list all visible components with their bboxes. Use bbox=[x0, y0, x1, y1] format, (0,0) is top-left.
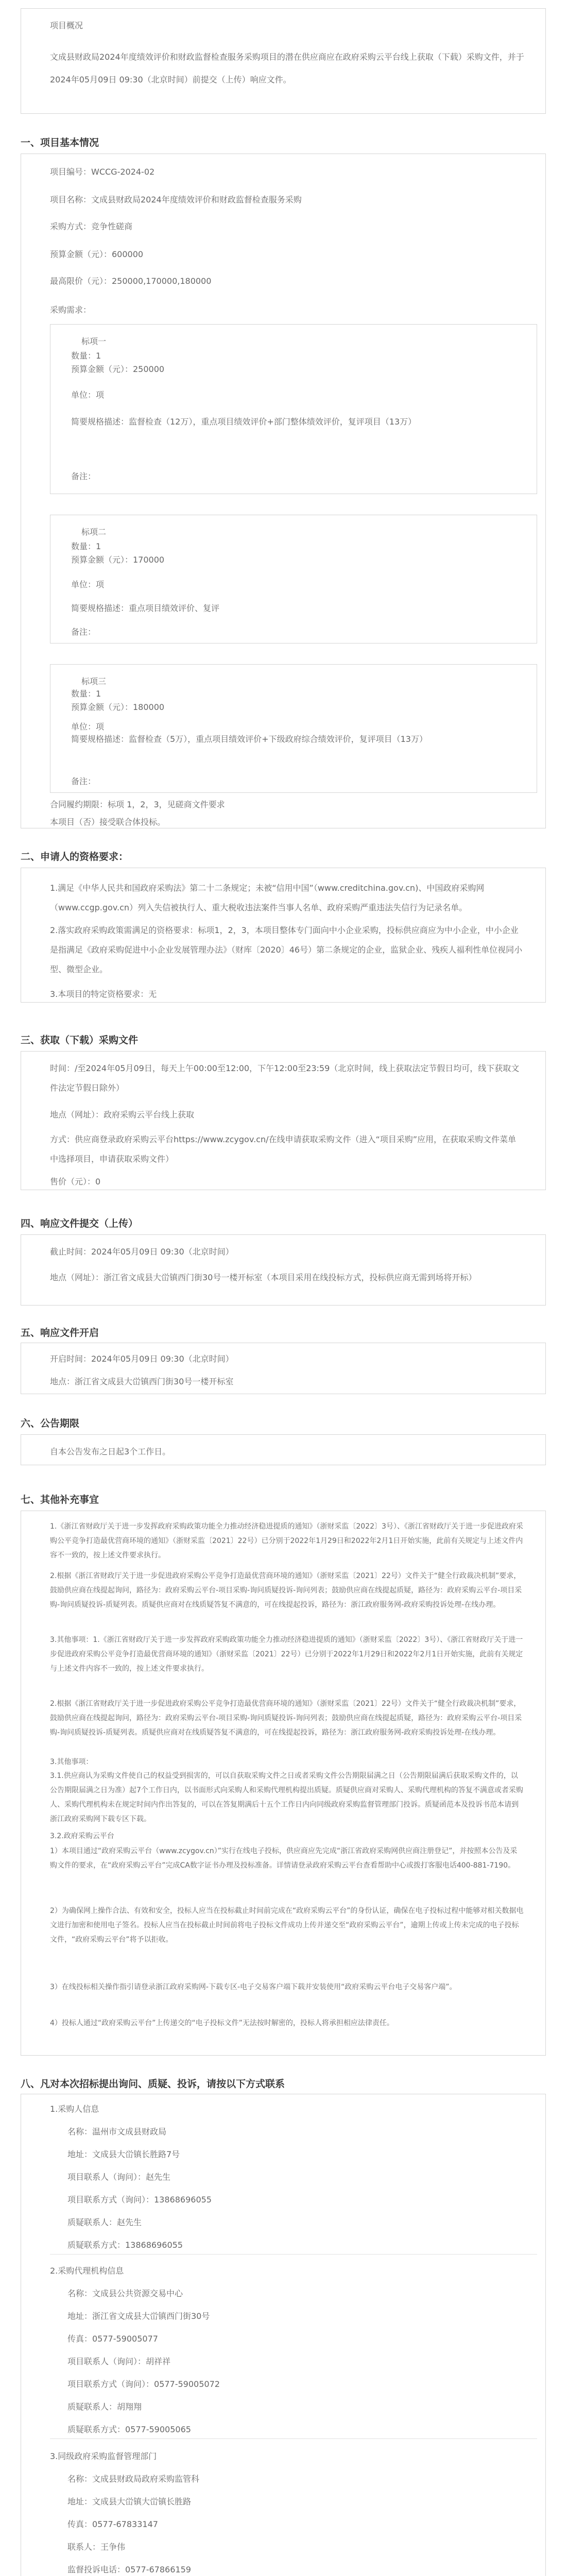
qualification-1: 1.满足《中华人民共和国政府采购法》第二十二条规定；未被“信用中国”（www.creditchina.gov.cn)、中国政府采购网（www.ccgp.gov.cn）列入失信被执行人、重大税收违法案件当事人名单、政府采购严重违法失信行为记录名单。 bbox=[50, 883, 485, 912]
submission-place: 地点（网址）：浙江省文成县大峃镇西门街30号一楼开标室（本项目采用在线投标方式，投标供应商无需到场将开标） bbox=[50, 1273, 477, 1282]
gov-contact: 联系人：王争伟 bbox=[67, 2542, 126, 2552]
section-1-box bbox=[21, 154, 546, 828]
document-price: 售价（元）：0 bbox=[50, 1177, 101, 1187]
overview-title: 项目概况 bbox=[50, 21, 83, 30]
lot-3-qty: 数量：1 bbox=[71, 689, 101, 699]
lot-2-budget: 预算金额（元）：170000 bbox=[71, 555, 165, 565]
section-4-title: 四、响应文件提交（上传） bbox=[21, 1218, 139, 1229]
supplement-7: 3.2.政府采购云平台 bbox=[50, 1832, 114, 1840]
buyer-title: 1.采购人信息 bbox=[50, 2104, 99, 2114]
lot-1-unit: 单位：项 bbox=[71, 390, 105, 400]
gov-complaint-phone: 监督投诉电话：0577-67866159 bbox=[67, 2565, 191, 2574]
agency-objection-contact: 质疑联系人：胡翔翔 bbox=[67, 2402, 142, 2412]
supplement-5: 3.其他事项： bbox=[50, 1758, 93, 1766]
supplement-1: 1.《浙江省财政厅关于进一步发挥政府采购政策功能全力推动经济稳进提质的通知》（浙财采监〔2022〕3号）、《浙江省财政厅关于进一步促进政府采购公平竞争打造最优营商环境的通知》（浙财采监〔2021〕22号）已分别于2022年1月29日和2022年2月1日开始实施，此前有关规定与上述文件内容不一致的，按上述文件要求执行。 bbox=[50, 1522, 523, 1560]
buyer-objection-contact: 质疑联系人：赵先生 bbox=[67, 2217, 142, 2227]
section-2-title: 二、申请人的资格要求： bbox=[21, 851, 129, 862]
section-3-title: 三、获取（下载）采购文件 bbox=[21, 1035, 139, 1046]
download-time: 时间：/至2024年05月09日，每天上午00:00至12:00，下午12:00至23:59（北京时间，线上获取法定节假日均可，线下获取文件法定节假日除外） bbox=[50, 1063, 520, 1093]
buyer-name: 名称：温州市文成县财政局 bbox=[67, 2127, 167, 2137]
buyer-contact-phone: 项目联系方式（询问）：13868696055 bbox=[67, 2195, 212, 2205]
lot-3-unit: 单位：项 bbox=[71, 722, 105, 732]
submission-deadline: 截止时间：2024年05月09日 09:30（北京时间） bbox=[50, 1247, 234, 1257]
lot-2-spec: 简要规格描述：重点项目绩效评价、复评 bbox=[71, 603, 220, 613]
opening-place: 地点：浙江省文成县大峃镇西门街30号一楼开标室 bbox=[50, 1377, 234, 1386]
supplement-8: 1）本项目通过“政府采购云平台（www.zcygov.cn）”实行在线电子投标，供应商应先完成“浙江省政府采购网供应商注册登记”，并按照本公告及采购文件的要求，在“政府采购云平台”完成CA数字证书办理及投标准备。详情请登录政府采购云平台查看帮助中心或拨打客服电话400-881-7190。 bbox=[50, 1847, 518, 1870]
download-method: 方式：供应商登录政府采购云平台https://www.zcygov.cn/在线申请获取采购文件（进入“项目采购”应用，在获取采购文件菜单中选择项目，申请获取采购文件） bbox=[50, 1134, 517, 1164]
lot-3-spec: 简要规格描述：监督检查（5万），重点项目绩效评价+下级政府综合绩效评价，复评项目（13万） bbox=[71, 734, 427, 744]
overview-text: 文成县财政局2024年度绩效评价和财政监督检查服务采购项目的潜在供应商应在政府采购云平台线上获取（下载）采购文件，并于2024年05月09日 09:30（北京时间）前提交（上传）响应文件。 bbox=[50, 52, 524, 84]
supplement-3: 3.其他事项：1.《浙江省财政厅关于进一步发挥政府采购政策功能全力推动经济稳进提质的通知》（浙财采监〔2022〕3号）、《浙江省财政厅关于进一步促进政府采购公平竞争打造最优营商环境的通知》（浙财采监〔2021〕22号）已分别于2022年1月29日和2022年2月1日开始实施，此前有关规定与上述文件内容不一致的，按上述文件要求执行。 bbox=[50, 1636, 523, 1673]
divider bbox=[50, 2254, 537, 2255]
lot-2-box bbox=[50, 515, 537, 643]
agency-name: 名称：文成县公共资源交易中心 bbox=[67, 2289, 183, 2298]
qualification-2: 2.落实政府采购政策需满足的资格要求：标项1，2，3，本项目整体专门面向中小企业采购，投标供应商应为中小企业，中小企业是指满足《政府采购促进中小企业发展管理办法》（财库〔2020〕46号）第二条规定的企业，监狱企业、残疾人福利性单位视同小型、微型企业。 bbox=[50, 925, 523, 974]
announcement-period: 自本公告发布之日起3个工作日。 bbox=[50, 1447, 171, 1456]
gov-title: 3.同级政府采购监督管理部门 bbox=[50, 2451, 157, 2461]
project-code: 项目编号：WCCG-2024-02 bbox=[50, 167, 155, 177]
lot-1-budget: 预算金额（元）：250000 bbox=[71, 364, 165, 374]
supplement-2: 2.根据《浙江省财政厅关于进一步促进政府采购公平竞争打造最优营商环境的通知》（浙财采监〔2021〕22号）文件关于“健全行政裁决机制”要求，鼓励供应商在线提起询问，路径为：政府采购云平台-项目采购-询问质疑投诉-询问列表；鼓励供应商在线提起质疑，路径为：政府采购云平台-项目采购-询问质疑投诉-质疑列表。质疑供应商对在线质疑答复不满意的，可在线提起投诉，路径为：浙江政府服务网-政府采购投诉处理-在线办理。 bbox=[50, 1572, 522, 1609]
agency-contact-phone: 项目联系方式（询问）：0577-59005072 bbox=[67, 2379, 220, 2389]
section-5-title: 五、响应文件开启 bbox=[21, 1327, 99, 1338]
overview-box bbox=[21, 8, 546, 114]
section-3-box bbox=[21, 1051, 546, 1190]
lot-2-qty: 数量：1 bbox=[71, 541, 101, 551]
buyer-contact: 项目联系人（询问）：赵先生 bbox=[67, 2172, 171, 2182]
lot-3-name: 标项三 bbox=[81, 676, 107, 686]
agency-contact: 项目联系人（询问）：胡祥祥 bbox=[67, 2357, 171, 2366]
lot-3-remark: 备注： bbox=[71, 776, 96, 786]
lot-1-qty: 数量：1 bbox=[71, 351, 101, 361]
supplement-11: 4）投标人通过“政府采购云平台”上传递交的“电子投标文件”无法按时解密的，投标人将承担相应法律责任。 bbox=[50, 2019, 394, 2027]
section-4-box bbox=[21, 1234, 546, 1306]
lot-1-name: 标项一 bbox=[81, 336, 107, 346]
agency-title: 2.采购代理机构信息 bbox=[50, 2266, 124, 2276]
supplement-6: 3.1.供应商认为采购文件使自己的权益受到损害的，可以自获取采购文件之日或者采购文件公告期限届满之日（公告期限届满后获取采购文件的，以公告期限届满之日为准）起7个工作日内，以书面形式向采购人和采购代理机构提出质疑。质疑供应商对采购人、采购代理机构的答复不满意或者采购人、采购代理机构未在规定时间内作出答复的，可以在答复期满后十五个工作日内向同级政府采购监督管理部门投诉。质疑函范本及投诉书范本请到浙江政府采购网下载专区下载。 bbox=[50, 1772, 523, 1823]
section-5-box bbox=[21, 1343, 546, 1394]
lot-1-box bbox=[50, 324, 537, 494]
lot-3-budget: 预算金额（元）：180000 bbox=[71, 702, 165, 712]
download-place: 地点（网址）：政府采购云平台线上获取 bbox=[50, 1110, 195, 1120]
agency-objection-phone: 质疑联系方式：0577-59005065 bbox=[67, 2425, 191, 2434]
qualification-3: 3.本项目的特定资格要求：无 bbox=[50, 989, 157, 999]
divider bbox=[50, 2438, 537, 2439]
max-price: 最高限价（元）：250000,170000,180000 bbox=[50, 276, 212, 286]
project-name: 项目名称：文成县财政局2024年度绩效评价和财政监督检查服务采购 bbox=[50, 195, 302, 205]
lot-2-unit: 单位：项 bbox=[71, 580, 105, 589]
gov-name: 名称：文成县财政局政府采购监管科 bbox=[67, 2474, 200, 2484]
lot-1-spec: 简要规格描述：监督检查（12万），重点项目绩效评价+部门整体绩效评价，复评项目（13万） bbox=[71, 417, 417, 427]
section-6-title: 六、公告期限 bbox=[21, 1418, 80, 1429]
section-7-box bbox=[21, 1511, 546, 2056]
section-1-title: 一、项目基本情况 bbox=[21, 137, 99, 148]
section-8-box bbox=[21, 2094, 546, 2576]
agency-fax: 传真：0577-59005077 bbox=[67, 2334, 158, 2344]
lot-1-remark: 备注： bbox=[71, 471, 96, 481]
agency-address: 地址：浙江省文成县大峃镇西门街30号 bbox=[67, 2311, 210, 2321]
lot-3-box bbox=[50, 664, 537, 793]
contract-period: 合同履约期限：标项 1，2，3，见磋商文件要求 bbox=[50, 800, 225, 809]
section-7-title: 七、其他补充事宜 bbox=[21, 1494, 99, 1505]
budget-amount: 预算金额（元）：600000 bbox=[50, 249, 144, 259]
lot-2-remark: 备注： bbox=[71, 627, 96, 637]
supplement-4: 2.根据《浙江省财政厅关于进一步促进政府采购公平竞争打造最优营商环境的通知》（浙财采监〔2021〕22号）文件关于“健全行政裁决机制”要求，鼓励供应商在线提起询问，路径为：政府采购云平台-项目采购-询问质疑投诉-询问列表；鼓励供应商在线提起质疑，路径为：政府采购云平台-项目采购-询问质疑投诉-质疑列表。质疑供应商对在线质疑答复不满意的，可在线提起投诉，路径为：浙江政府服务网-政府采购投诉处理-在线办理。 bbox=[50, 1700, 522, 1737]
section-6-box bbox=[21, 1434, 546, 1465]
buyer-address: 地址：文成县大峃镇长胜路7号 bbox=[67, 2149, 180, 2159]
supplement-10: 3）在线投标相关操作指引请登录浙江政府采购网-下载专区-电子交易客户端下载并安装使用“政府采购云平台电子交易客户端”。 bbox=[50, 1983, 457, 1991]
demand-label: 采购需求： bbox=[50, 305, 92, 315]
consortium-note: 本项目（否）接受联合体投标。 bbox=[50, 817, 166, 827]
gov-address: 地址：文成县大峃镇大峃镇长胜路 bbox=[67, 2497, 192, 2506]
opening-time: 开启时间：2024年05月09日 09:30（北京时间） bbox=[50, 1354, 234, 1364]
supplement-9: 2）为确保网上操作合法、有效和安全，投标人应当在投标截止时间前完成在“政府采购云平台”的身份认证，确保在电子投标过程中能够对相关数据电文进行加密和使用电子签名。投标人应当在投标截止时间前将电子投标文件成功上传并递交至“政府采购云平台”，逾期上传或上传未完成的电子投标文件，“政府采购云平台”将予以拒收。 bbox=[50, 1907, 524, 1944]
buyer-objection-phone: 质疑联系方式：13868696055 bbox=[67, 2240, 183, 2250]
lot-2-name: 标项二 bbox=[81, 527, 107, 537]
section-2-box bbox=[21, 868, 546, 1003]
procurement-method: 采购方式：竞争性磋商 bbox=[50, 222, 133, 231]
gov-fax: 传真：0577-67833147 bbox=[67, 2519, 158, 2529]
section-8-title: 八、凡对本次招标提出询问、质疑、投诉，请按以下方式联系 bbox=[21, 2078, 285, 2090]
